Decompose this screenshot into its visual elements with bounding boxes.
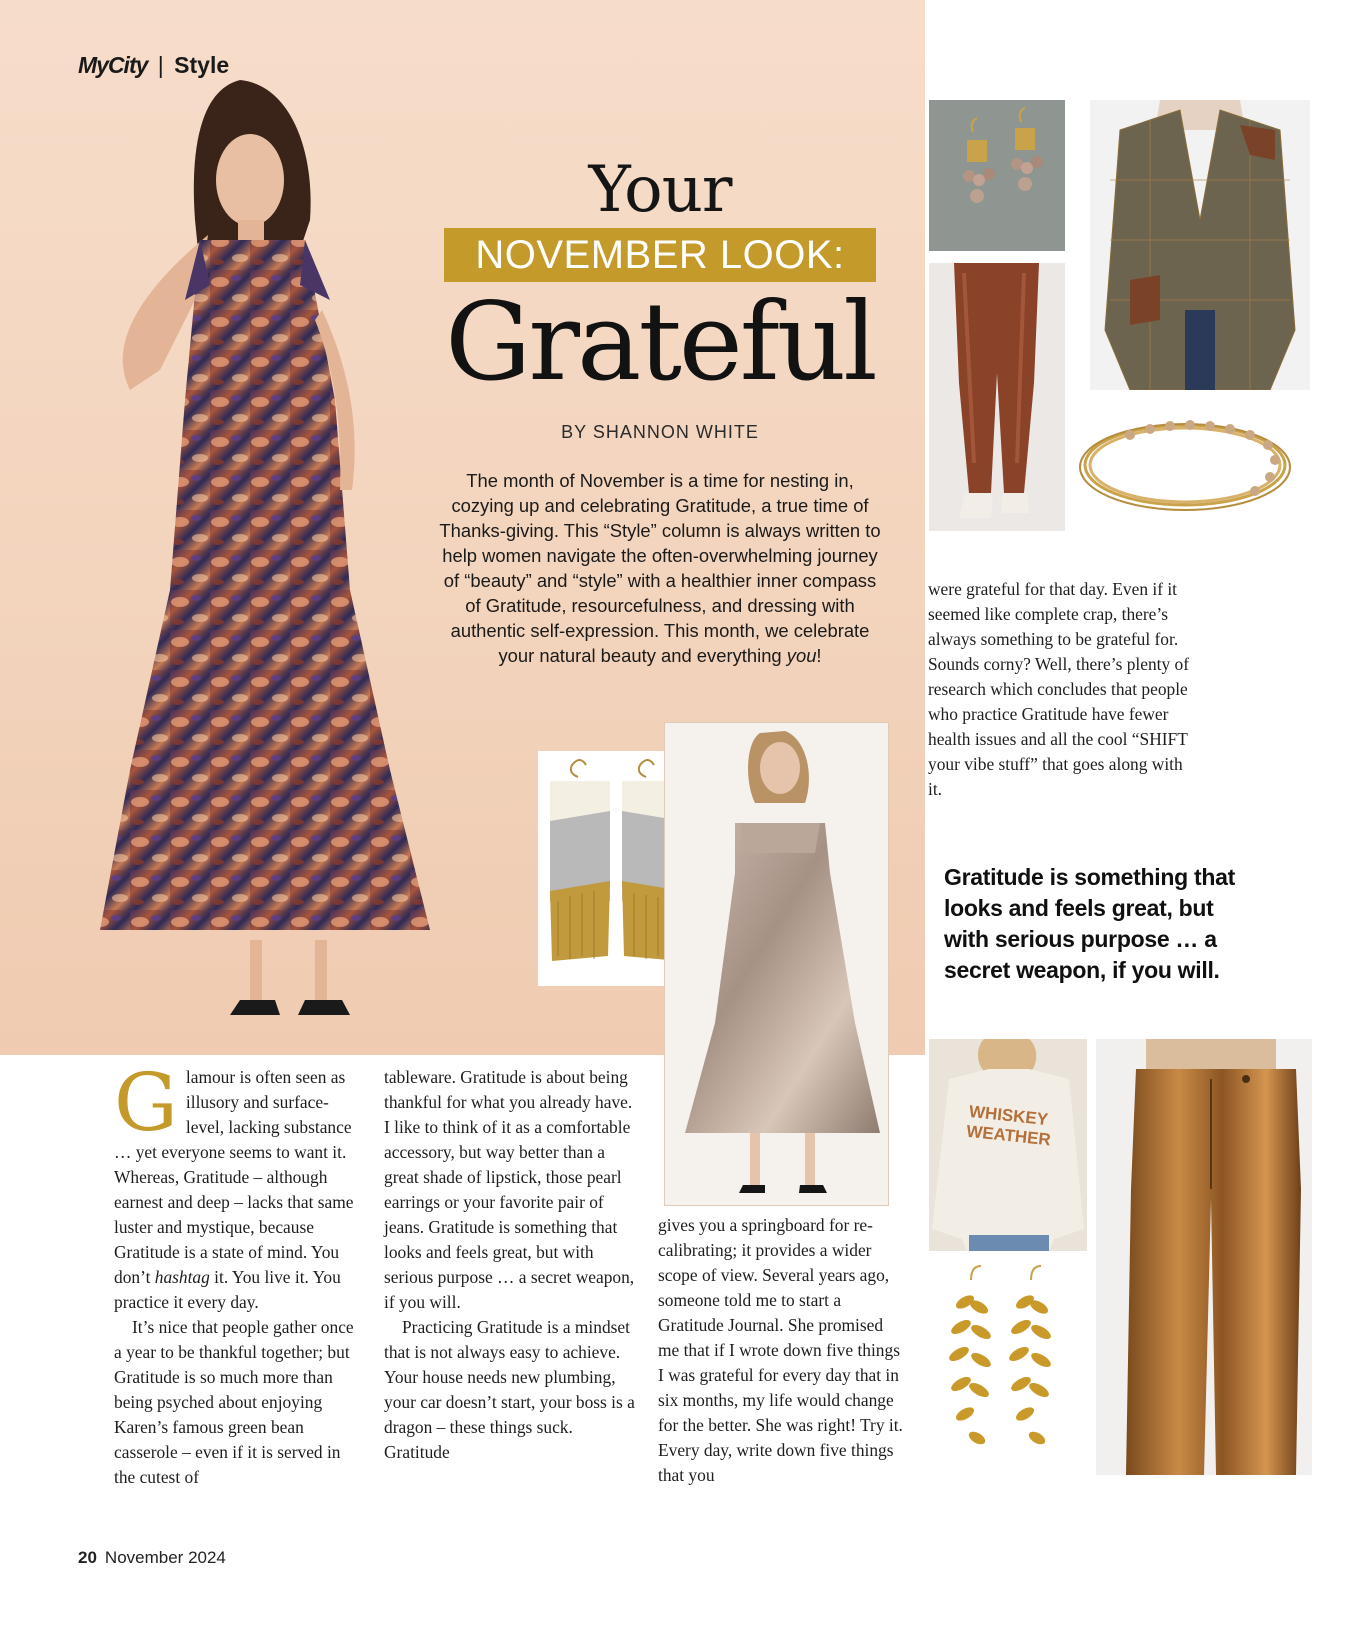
- body-column-2: [384, 1065, 639, 1465]
- headline-grateful: Grateful: [445, 280, 875, 405]
- byline: BY SHANNON WHITE: [561, 422, 759, 442]
- headline-banner: NOVEMBER LOOK:: [444, 228, 876, 282]
- masthead-section: Style: [174, 52, 230, 78]
- metallic-midi-dress-photo: [664, 722, 889, 1206]
- headline-your: Your: [588, 153, 732, 227]
- body-column-4: [928, 577, 1196, 802]
- body-column-3: [658, 1213, 908, 1488]
- sweater-line1: WHISKEY: [968, 1101, 1050, 1130]
- pull-quote: Gratitude is something that looks and feels great, but with serious purpose … a secret weapon, if you will.: [944, 864, 1235, 983]
- gold-bead-bracelet-photo: [1070, 405, 1300, 525]
- col1-p1-em: hashtag: [154, 1267, 210, 1287]
- masthead-brand: MyCity: [78, 52, 148, 78]
- masthead-separator: |: [157, 52, 164, 78]
- col1-p2: It’s nice that people gather once a year to be thankful together; but Gratitude is so much more than being psyched about enjoying Karen’s famous green bean casserole – even if it is served in the cutest of: [114, 1317, 354, 1487]
- intro-text: The month of November is a time for nesting in, cozying up and celebrating Gratitude, a true time of Thanks-giving. This “Style” column is always written to help women navigate the often-overwhelming journey of “beauty” and “style” with a healthier inner compass of Gratitude, resourcefulness, and dressing with authentic self-expression. This month, we celebrate your natural beauty and everything: [439, 470, 881, 666]
- drop-cap: G: [114, 1056, 178, 1149]
- gold-leaf-earrings-photo: [929, 1262, 1087, 1472]
- sweater-line2: WEATHER: [965, 1121, 1052, 1150]
- model-floral-dress-photo: [90, 70, 450, 1045]
- intro-emphasis: you: [786, 645, 817, 666]
- col2-p1: tableware. Gratitude is about being thankful for what you already have. I like to think of it as a comfortable accessory, but way better than a great shade of lipstick, those pearl earrings or your favorite pair of jeans. Gratitude is something that looks and feels great, but with serious purpose … a secret weapon, if you will.: [384, 1067, 635, 1312]
- page-number: 20: [78, 1548, 97, 1567]
- whiskey-weather-sweater-photo: [929, 1039, 1087, 1251]
- col3-p1: gives you a springboard for re-calibrating; it provides a wider scope of view. Several years ago, someone told me to start a Gratitude Journal. She promised me that if I wrote down five things I was grateful for every day that in six months, my life would change for the better. She was right! Try it. Every day, write down five things that you: [658, 1215, 903, 1485]
- col1-p1-b: it. You live it. You practice it every day.: [114, 1267, 341, 1312]
- col2-p2: Practicing Gratitude is a mindset that is not always easy to achieve. Your house needs new plumbing, your car doesn’t start, your boss is a dragon – these things suck. Gratitude: [384, 1317, 635, 1462]
- intro-paragraph: [435, 468, 885, 668]
- faux-leather-leggings-photo: [929, 263, 1065, 531]
- col1-p1-a: lamour is often seen as illusory and surface-level, lacking substance … yet everyone seems to want it. Whereas, Gratitude – although earnest and deep – lacks that same luster and mystique, because Gratitude is a state of mind. You don’t: [114, 1067, 354, 1287]
- body-column-1: [114, 1056, 362, 1490]
- metallic-bronze-pants-photo: [1096, 1039, 1312, 1475]
- tweed-blazer-photo: [1090, 100, 1310, 390]
- col4-p1: were grateful for that day. Even if it seemed like complete crap, there’s always something to be grateful for. Sounds corny? Well, there’s plenty of research which concludes that people who practice Gratitude have fewer health issues and all the cool “SHIFT your vibe stuff” that goes along with it.: [928, 579, 1190, 799]
- intro-end: !: [816, 645, 822, 666]
- issue-date: November 2024: [104, 1548, 226, 1567]
- pearl-drop-earrings-photo: [929, 100, 1065, 251]
- page-footer: [78, 1548, 226, 1568]
